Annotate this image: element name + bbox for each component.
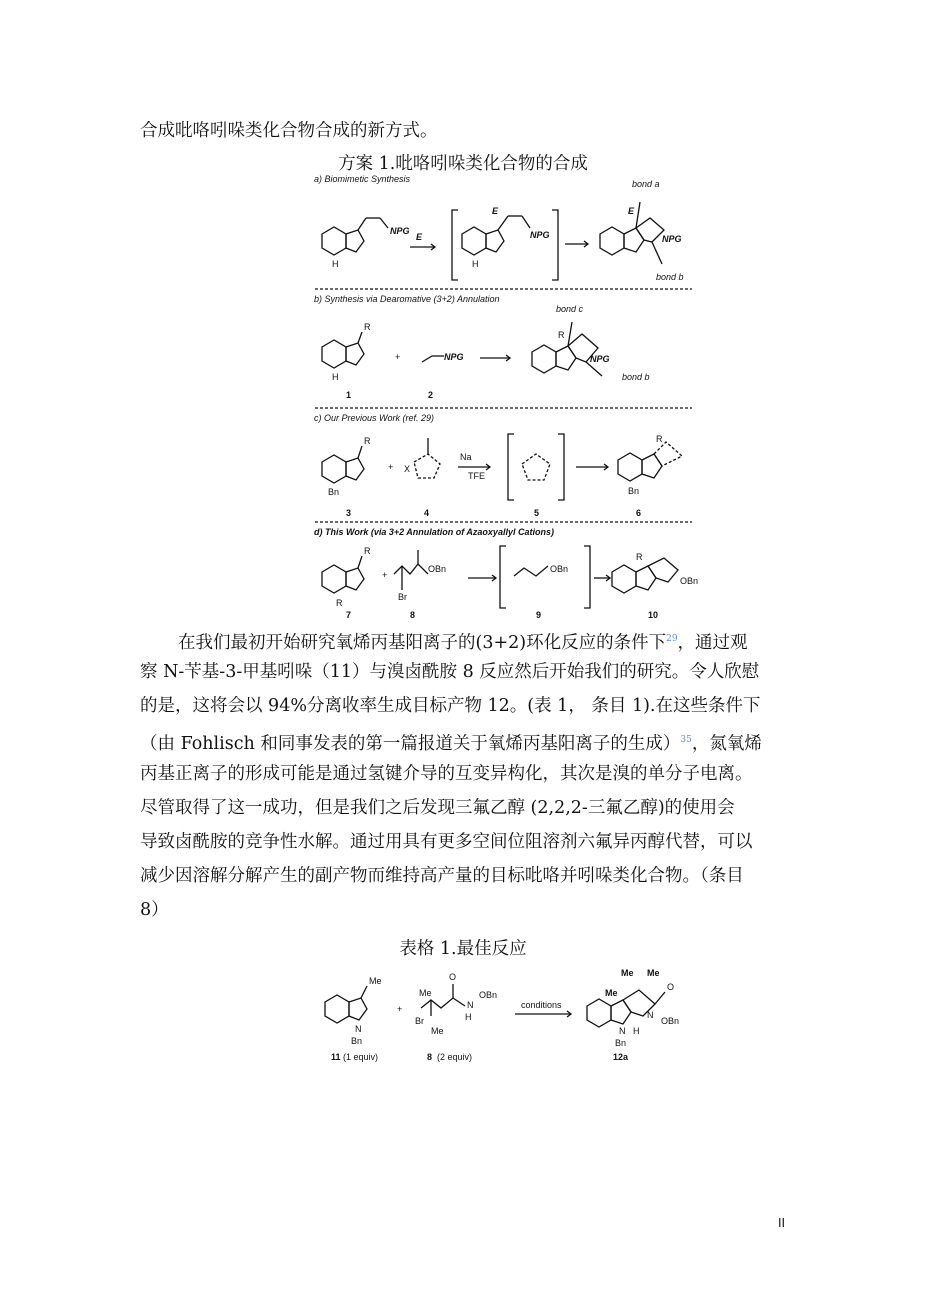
scheme-caption: 方案 1.吡咯吲哚类化合物的合成: [338, 154, 588, 174]
h-a1: H: [332, 259, 339, 269]
oxyallyl-5: [522, 454, 550, 480]
h-12a: H: [633, 1026, 640, 1036]
compound-5: 5: [534, 508, 540, 518]
para-line-9: 8）: [140, 900, 169, 920]
plus-table: +: [397, 1004, 403, 1014]
r-b2: R: [558, 330, 565, 340]
indole-b1: [322, 332, 364, 368]
r2-d: R: [364, 546, 371, 556]
h-b1: H: [332, 372, 339, 382]
npg-a1: NPG: [390, 226, 410, 236]
label-8: 8: [427, 1052, 433, 1062]
table-reaction-figure: [315, 952, 715, 1067]
me-8b: Me: [431, 1026, 444, 1036]
page-number: II: [778, 1216, 786, 1230]
para-l4-b: ，氮氧烯: [691, 733, 762, 754]
npg-a2: NPG: [530, 230, 550, 240]
para-line-1: [178, 624, 826, 659]
r1-d: R: [336, 598, 343, 608]
product-10: [612, 558, 678, 593]
product-6: [618, 442, 682, 481]
bracket-left-c: [508, 434, 514, 500]
obn-d3: OBn: [680, 576, 699, 586]
compound-4: 4: [424, 508, 430, 518]
bn-c1: Bn: [328, 487, 340, 497]
para-line-7: 导致卤酰胺的竞争性水解。通过用具有更多空间位阻溶剂六氟异丙醇代替，可以: [140, 832, 753, 852]
obn-d2: OBn: [550, 564, 569, 574]
r-c2: R: [656, 434, 663, 444]
label-11: 11: [331, 1052, 341, 1062]
panel-d-title: d) This Work (via 3+2 Annulation of Azaoxyallyl Cations): [314, 527, 554, 537]
compound-6: 6: [636, 508, 642, 518]
indole-d1: [322, 556, 364, 593]
product-12a: [587, 990, 665, 1027]
table-caption: 表格 1.最佳反应: [399, 939, 527, 959]
n-12a-2: N: [619, 1026, 626, 1036]
plus-d: +: [382, 570, 388, 580]
bond-a-label: bond a: [632, 179, 660, 189]
citation-29[interactable]: 29: [666, 634, 678, 644]
r-c1: R: [364, 436, 371, 446]
panel-c-title: c) Our Previous Work (ref. 29): [314, 413, 435, 423]
h-a2: H: [472, 259, 479, 269]
e-a2: E: [492, 206, 499, 216]
n-8: N: [467, 1000, 474, 1010]
amide-8: [394, 550, 428, 590]
bracket-left-a: [452, 210, 458, 280]
compound-3: 3: [346, 508, 352, 518]
ylide-2: [422, 356, 444, 362]
conditions-label: conditions: [521, 1000, 562, 1010]
ketone-4: [414, 438, 440, 478]
azaoxyallyl-9: [514, 566, 548, 576]
compound-2: 2: [428, 390, 434, 400]
n-12a: N: [647, 1010, 654, 1020]
obn-d1: OBn: [428, 564, 447, 574]
panel-b-title: b) Synthesis via Dearomative (3+2) Annulation: [314, 294, 500, 304]
o-12a: O: [667, 982, 675, 992]
para-line-8: 减少因溶解分解产生的副产物而维持高产量的目标吡咯并吲哚类化合物。（条目: [140, 866, 744, 886]
para-line-6: 尽管取得了这一成功，但是我们之后发现三氟乙醇 (2,2,2-三氟乙醇)的使用会: [140, 798, 735, 818]
para-l4-a: （由 Fohlisch 和同事发表的第一篇报道关于氧烯丙基阳离子的生成）: [140, 733, 681, 754]
indole-11: [325, 986, 367, 1023]
scheme-figure: [310, 172, 700, 622]
e-a3: E: [628, 206, 635, 216]
label-8-eq: (2 equiv): [437, 1052, 473, 1062]
n-11: N: [355, 1024, 362, 1034]
compound-9: 9: [536, 610, 542, 620]
bn-12a: Bn: [615, 1038, 627, 1048]
label-11-eq: (1 equiv): [343, 1052, 379, 1062]
plus-c: +: [388, 462, 394, 472]
r-b1: R: [364, 322, 371, 332]
para-l1-a: 在我们最初开始研究氧烯丙基阳离子的(3+2)环化反应的条件下: [178, 632, 667, 653]
o-8: O: [449, 972, 457, 982]
indolenium-a: [462, 216, 530, 255]
br-d: Br: [398, 592, 407, 602]
obn-12a: OBn: [661, 1016, 680, 1026]
para-line-5: 丙基正离子的形成可能是通过氢键介导的互变异构化，其次是溴的单分子电离。: [140, 764, 753, 784]
me-12a-1: Me: [621, 968, 634, 978]
label-12a: 12a: [613, 1052, 629, 1062]
intro-line: 合成吡咯吲哚类化合物合成的新方式。: [140, 121, 438, 141]
compound-8: 8: [410, 610, 416, 620]
bracket-right-c: [558, 434, 564, 500]
citation-35[interactable]: 35: [680, 735, 692, 745]
bond-b-label-a: bond b: [656, 272, 684, 282]
bracket-right-a: [552, 210, 558, 280]
reagent-tfe: TFE: [468, 471, 485, 481]
indole-c1: [322, 446, 364, 483]
npg-b2: NPG: [590, 354, 610, 364]
me-12a-2: Me: [647, 968, 660, 978]
br-8: Br: [415, 1016, 424, 1026]
reagent-na2co3: Na: [460, 452, 472, 462]
bn-11: Bn: [351, 1036, 363, 1046]
bn-c2: Bn: [628, 486, 640, 496]
bracket-right-d: [584, 546, 590, 608]
plus-b: +: [395, 352, 401, 362]
h-8: H: [465, 1012, 472, 1022]
e-a1: E: [416, 232, 423, 242]
bond-c-label: bond c: [556, 304, 584, 314]
para-l1-b: ，通过观: [677, 632, 748, 653]
x-c: X: [404, 464, 411, 474]
npg-a3: NPG: [662, 234, 682, 244]
bracket-left-d: [500, 546, 506, 608]
compound-7: 7: [346, 610, 352, 620]
para-line-2: 察 N-苄基-3-甲基吲哚（11）与溴卤酰胺 8 反应然后开始我们的研究。令人欣慰: [140, 662, 760, 682]
npg-b1: NPG: [444, 352, 464, 362]
indole-a1: [322, 218, 388, 255]
me-12a-3: Me: [605, 988, 618, 998]
r2-d2: R: [636, 552, 643, 562]
compound-10: 10: [648, 610, 659, 620]
me-8a: Me: [419, 988, 432, 998]
panel-a-title: a) Biomimetic Synthesis: [314, 174, 411, 184]
compound-1: 1: [346, 390, 352, 400]
pyrroloindoline-b: [532, 322, 602, 376]
obn-8: OBn: [479, 990, 498, 1000]
bond-b-label-b: bond b: [622, 372, 650, 382]
me-11: Me: [369, 976, 382, 986]
para-line-3: 的是，这将会以 94%分离收率生成目标产物 12。(表 1， 条目 1).在这些条件下: [140, 696, 761, 716]
para-line-4: [140, 725, 788, 760]
